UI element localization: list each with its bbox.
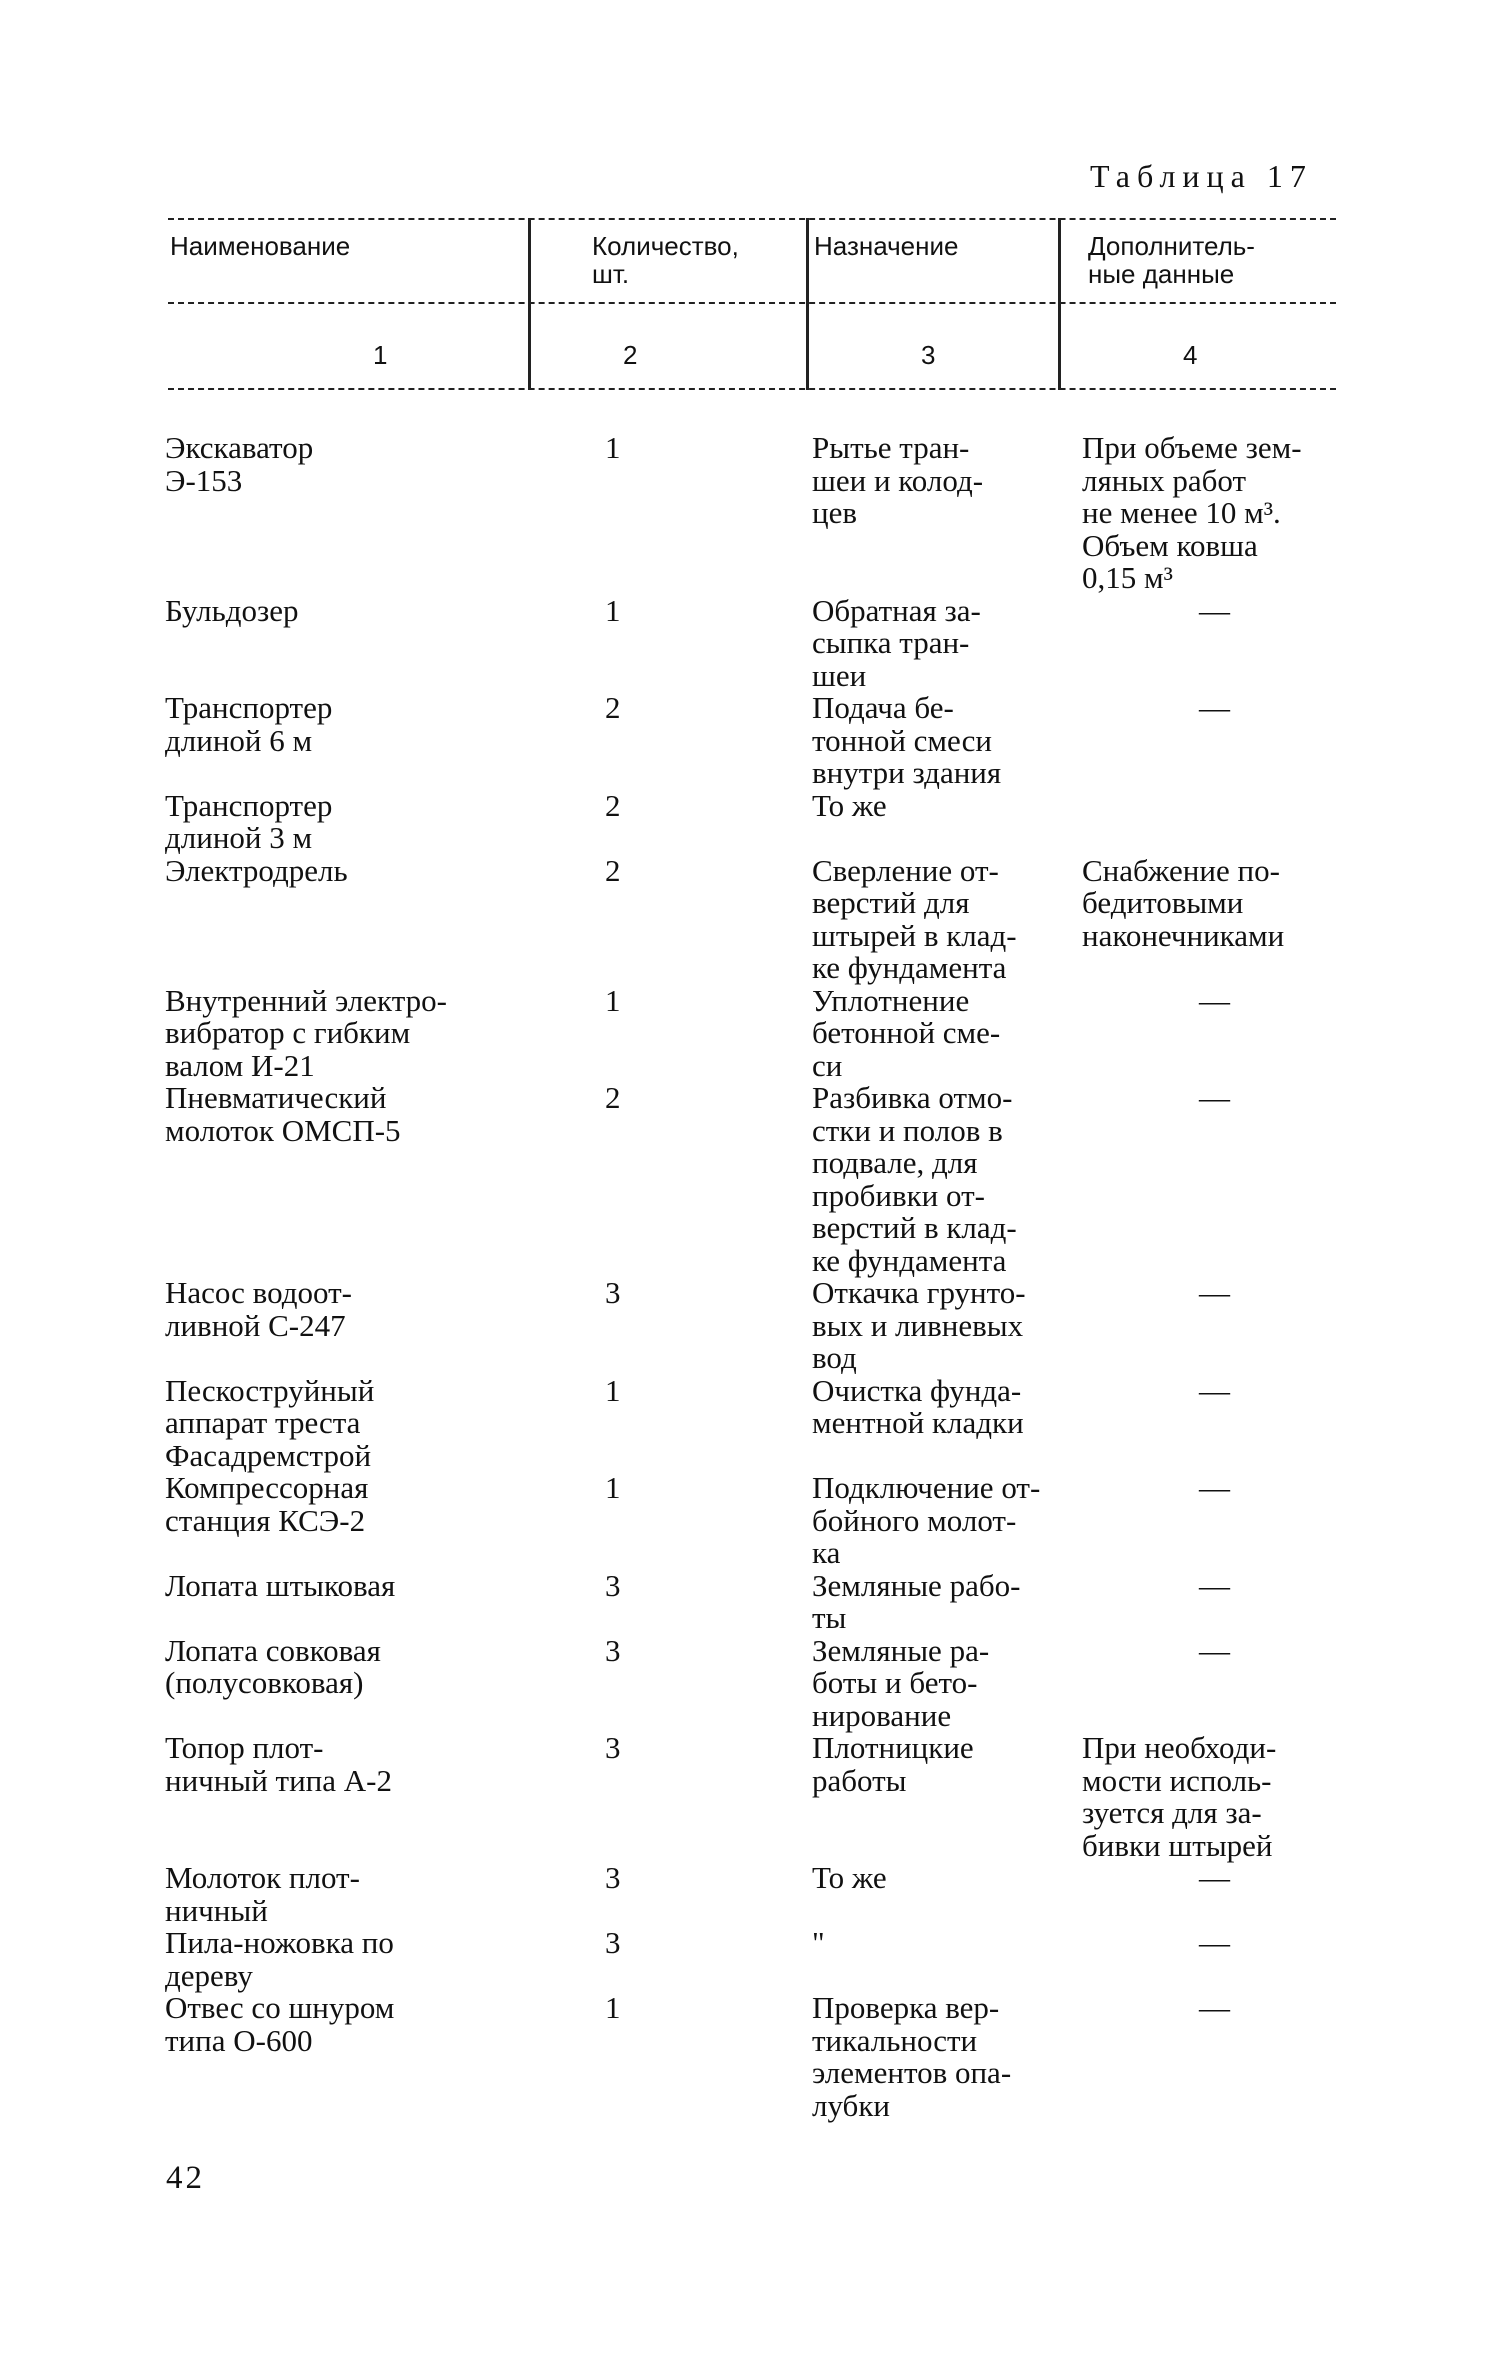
table-row xyxy=(0,692,1499,790)
row-purpose: Плотницкие работы xyxy=(812,1730,974,1798)
row-qty-cell xyxy=(600,852,812,985)
row-name: Транспортер длиной 6 м xyxy=(165,690,333,758)
row-qty-cell xyxy=(600,1632,812,1733)
row-extra: — xyxy=(1199,690,1230,725)
row-purpose: Подключение от- бойного молот- ка xyxy=(812,1470,1041,1570)
row-purpose: Уплотнение бетонной сме- си xyxy=(812,982,1001,1083)
row-extra: — xyxy=(1199,1080,1230,1115)
row-extra: Снабжение по- бедитовыми наконечниками xyxy=(1082,852,1285,953)
header-name: Наименование xyxy=(170,231,351,261)
row-qty: 3 xyxy=(605,1567,621,1603)
row-purpose: Рытье тран- шеи и колод- цев xyxy=(812,430,984,530)
header-mid-rule xyxy=(168,302,1336,304)
row-name: Компрессорная станция КСЭ-2 xyxy=(165,1470,369,1538)
table-row xyxy=(0,592,1499,693)
row-qty: 1 xyxy=(605,592,621,628)
table-row xyxy=(0,852,1499,985)
table-row xyxy=(0,982,1499,1083)
row-name: Транспортер длиной 3 м xyxy=(165,787,333,855)
row-name: Пила-ножовка по дереву xyxy=(165,1925,394,1993)
header-purpose: Назначение xyxy=(814,231,959,261)
row-name: Пескоструйный аппарат треста Фасадремстрой xyxy=(165,1372,375,1473)
table-row xyxy=(0,1732,1499,1862)
row-qty: 1 xyxy=(605,430,621,465)
row-name: Лопата штыковая xyxy=(165,1567,396,1603)
row-purpose: Земляные рабо- ты xyxy=(812,1567,1021,1635)
header-number-4: 4 xyxy=(1183,340,1198,370)
row-qty-cell xyxy=(600,982,812,1083)
header-number-3: 3 xyxy=(921,340,936,370)
page-number: 42 xyxy=(166,2160,205,2196)
header-bottom-rule xyxy=(168,388,1336,390)
row-qty-cell xyxy=(600,1567,812,1635)
row-qty: 2 xyxy=(605,852,621,888)
row-extra: — xyxy=(1199,1275,1230,1310)
table-row xyxy=(0,1862,1499,1927)
row-qty: 2 xyxy=(605,1080,621,1115)
row-qty: 1 xyxy=(605,982,621,1018)
row-qty-cell xyxy=(600,692,812,790)
row-qty: 1 xyxy=(605,1470,621,1505)
table-row xyxy=(0,787,1499,855)
row-purpose: Проверка вер- тикальности элементов опа- лубки xyxy=(812,1990,1012,2123)
row-name: Внутренний электро- вибратор с гибким валом И-21 xyxy=(165,982,447,1083)
row-purpose: Сверление от- верстий для штырей в клад- ке фундамента xyxy=(812,852,1017,985)
row-qty-cell xyxy=(600,592,812,693)
row-name: Бульдозер xyxy=(165,592,299,628)
table-row xyxy=(0,1927,1499,1992)
row-name: Насос водоот- ливной С-247 xyxy=(165,1275,352,1343)
row-name: Топор плот- ничный типа А-2 xyxy=(165,1730,392,1798)
row-qty: 3 xyxy=(605,1860,621,1895)
row-extra: — xyxy=(1199,1470,1230,1505)
row-name: Электродрель xyxy=(165,852,348,888)
row-extra: — xyxy=(1199,1632,1230,1668)
row-purpose: Обратная за- сыпка тран- шеи xyxy=(812,592,981,693)
table-row xyxy=(0,1632,1499,1733)
row-purpose: То же xyxy=(812,787,887,823)
header-number-2: 2 xyxy=(623,340,638,370)
row-qty: 3 xyxy=(605,1275,621,1310)
row-qty-cell xyxy=(600,1992,812,2122)
header-quantity: Количество, шт. xyxy=(592,231,739,289)
row-qty: 1 xyxy=(605,1990,621,2025)
header-top-rule xyxy=(168,218,1336,220)
row-qty-cell xyxy=(600,1862,812,1927)
header-extra: Дополнитель- ные данные xyxy=(1088,231,1255,289)
table-row xyxy=(0,1992,1499,2122)
table-row xyxy=(0,1277,1499,1375)
row-qty: 3 xyxy=(605,1730,621,1765)
row-purpose: Разбивка отмо- стки и полов в подвале, для пробивки от- верстий в клад- ке фундамента xyxy=(812,1080,1017,1278)
row-purpose: " xyxy=(812,1925,825,1960)
row-name: Экскаватор Э-153 xyxy=(165,430,314,498)
row-qty-cell xyxy=(600,1472,812,1570)
row-qty-cell xyxy=(600,787,812,855)
row-purpose: Очистка фунда- ментной кладки xyxy=(812,1372,1024,1440)
row-qty-cell xyxy=(600,1277,812,1375)
table-body xyxy=(0,432,1499,2122)
row-extra: — xyxy=(1199,1567,1230,1603)
row-purpose: Откачка грунто- вых и ливневых вод xyxy=(812,1275,1026,1375)
column-divider-1 xyxy=(528,218,531,390)
row-qty: 2 xyxy=(605,787,621,823)
table-title: Таблица 17 xyxy=(1090,158,1313,194)
row-purpose: Подача бе- тонной смеси внутри здания xyxy=(812,690,1002,790)
row-qty-cell xyxy=(600,1927,812,1992)
row-name: Отвес со шнуром типа О-600 xyxy=(165,1990,395,2058)
row-name: Лопата совковая (полусовковая) xyxy=(165,1632,381,1700)
column-divider-2 xyxy=(806,218,809,390)
row-extra: При объеме зем- ляных работ не менее 10 м³. Объем ковша 0,15 м³ xyxy=(1082,430,1302,595)
row-qty-cell xyxy=(600,1372,812,1473)
row-qty: 1 xyxy=(605,1372,621,1408)
row-qty-cell xyxy=(600,432,812,595)
row-qty: 3 xyxy=(605,1925,621,1960)
column-divider-3 xyxy=(1058,218,1061,390)
row-purpose: Земляные ра- боты и бето- нирование xyxy=(812,1632,990,1733)
table-row xyxy=(0,1472,1499,1570)
row-extra: — xyxy=(1199,1372,1230,1408)
row-purpose: То же xyxy=(812,1860,887,1895)
row-extra xyxy=(1082,790,1347,855)
row-qty: 3 xyxy=(605,1632,621,1668)
row-extra: — xyxy=(1199,1860,1230,1895)
table-row xyxy=(0,1372,1499,1473)
row-extra: — xyxy=(1199,1990,1230,2025)
row-name: Молоток плот- ничный xyxy=(165,1860,360,1928)
row-extra: При необходи- мости исполь- зуется для за- бивки штырей xyxy=(1082,1730,1277,1863)
table-row xyxy=(0,1082,1499,1277)
row-name: Пневматический молоток ОМСП-5 xyxy=(165,1080,401,1148)
row-extra: — xyxy=(1199,592,1230,628)
row-extra: — xyxy=(1199,1925,1230,1960)
row-qty-cell xyxy=(600,1732,812,1862)
row-extra: — xyxy=(1199,982,1230,1018)
table-row xyxy=(0,432,1499,595)
table-row xyxy=(0,1567,1499,1635)
row-qty: 2 xyxy=(605,690,621,725)
header-number-1: 1 xyxy=(373,340,388,370)
row-qty-cell xyxy=(600,1082,812,1277)
